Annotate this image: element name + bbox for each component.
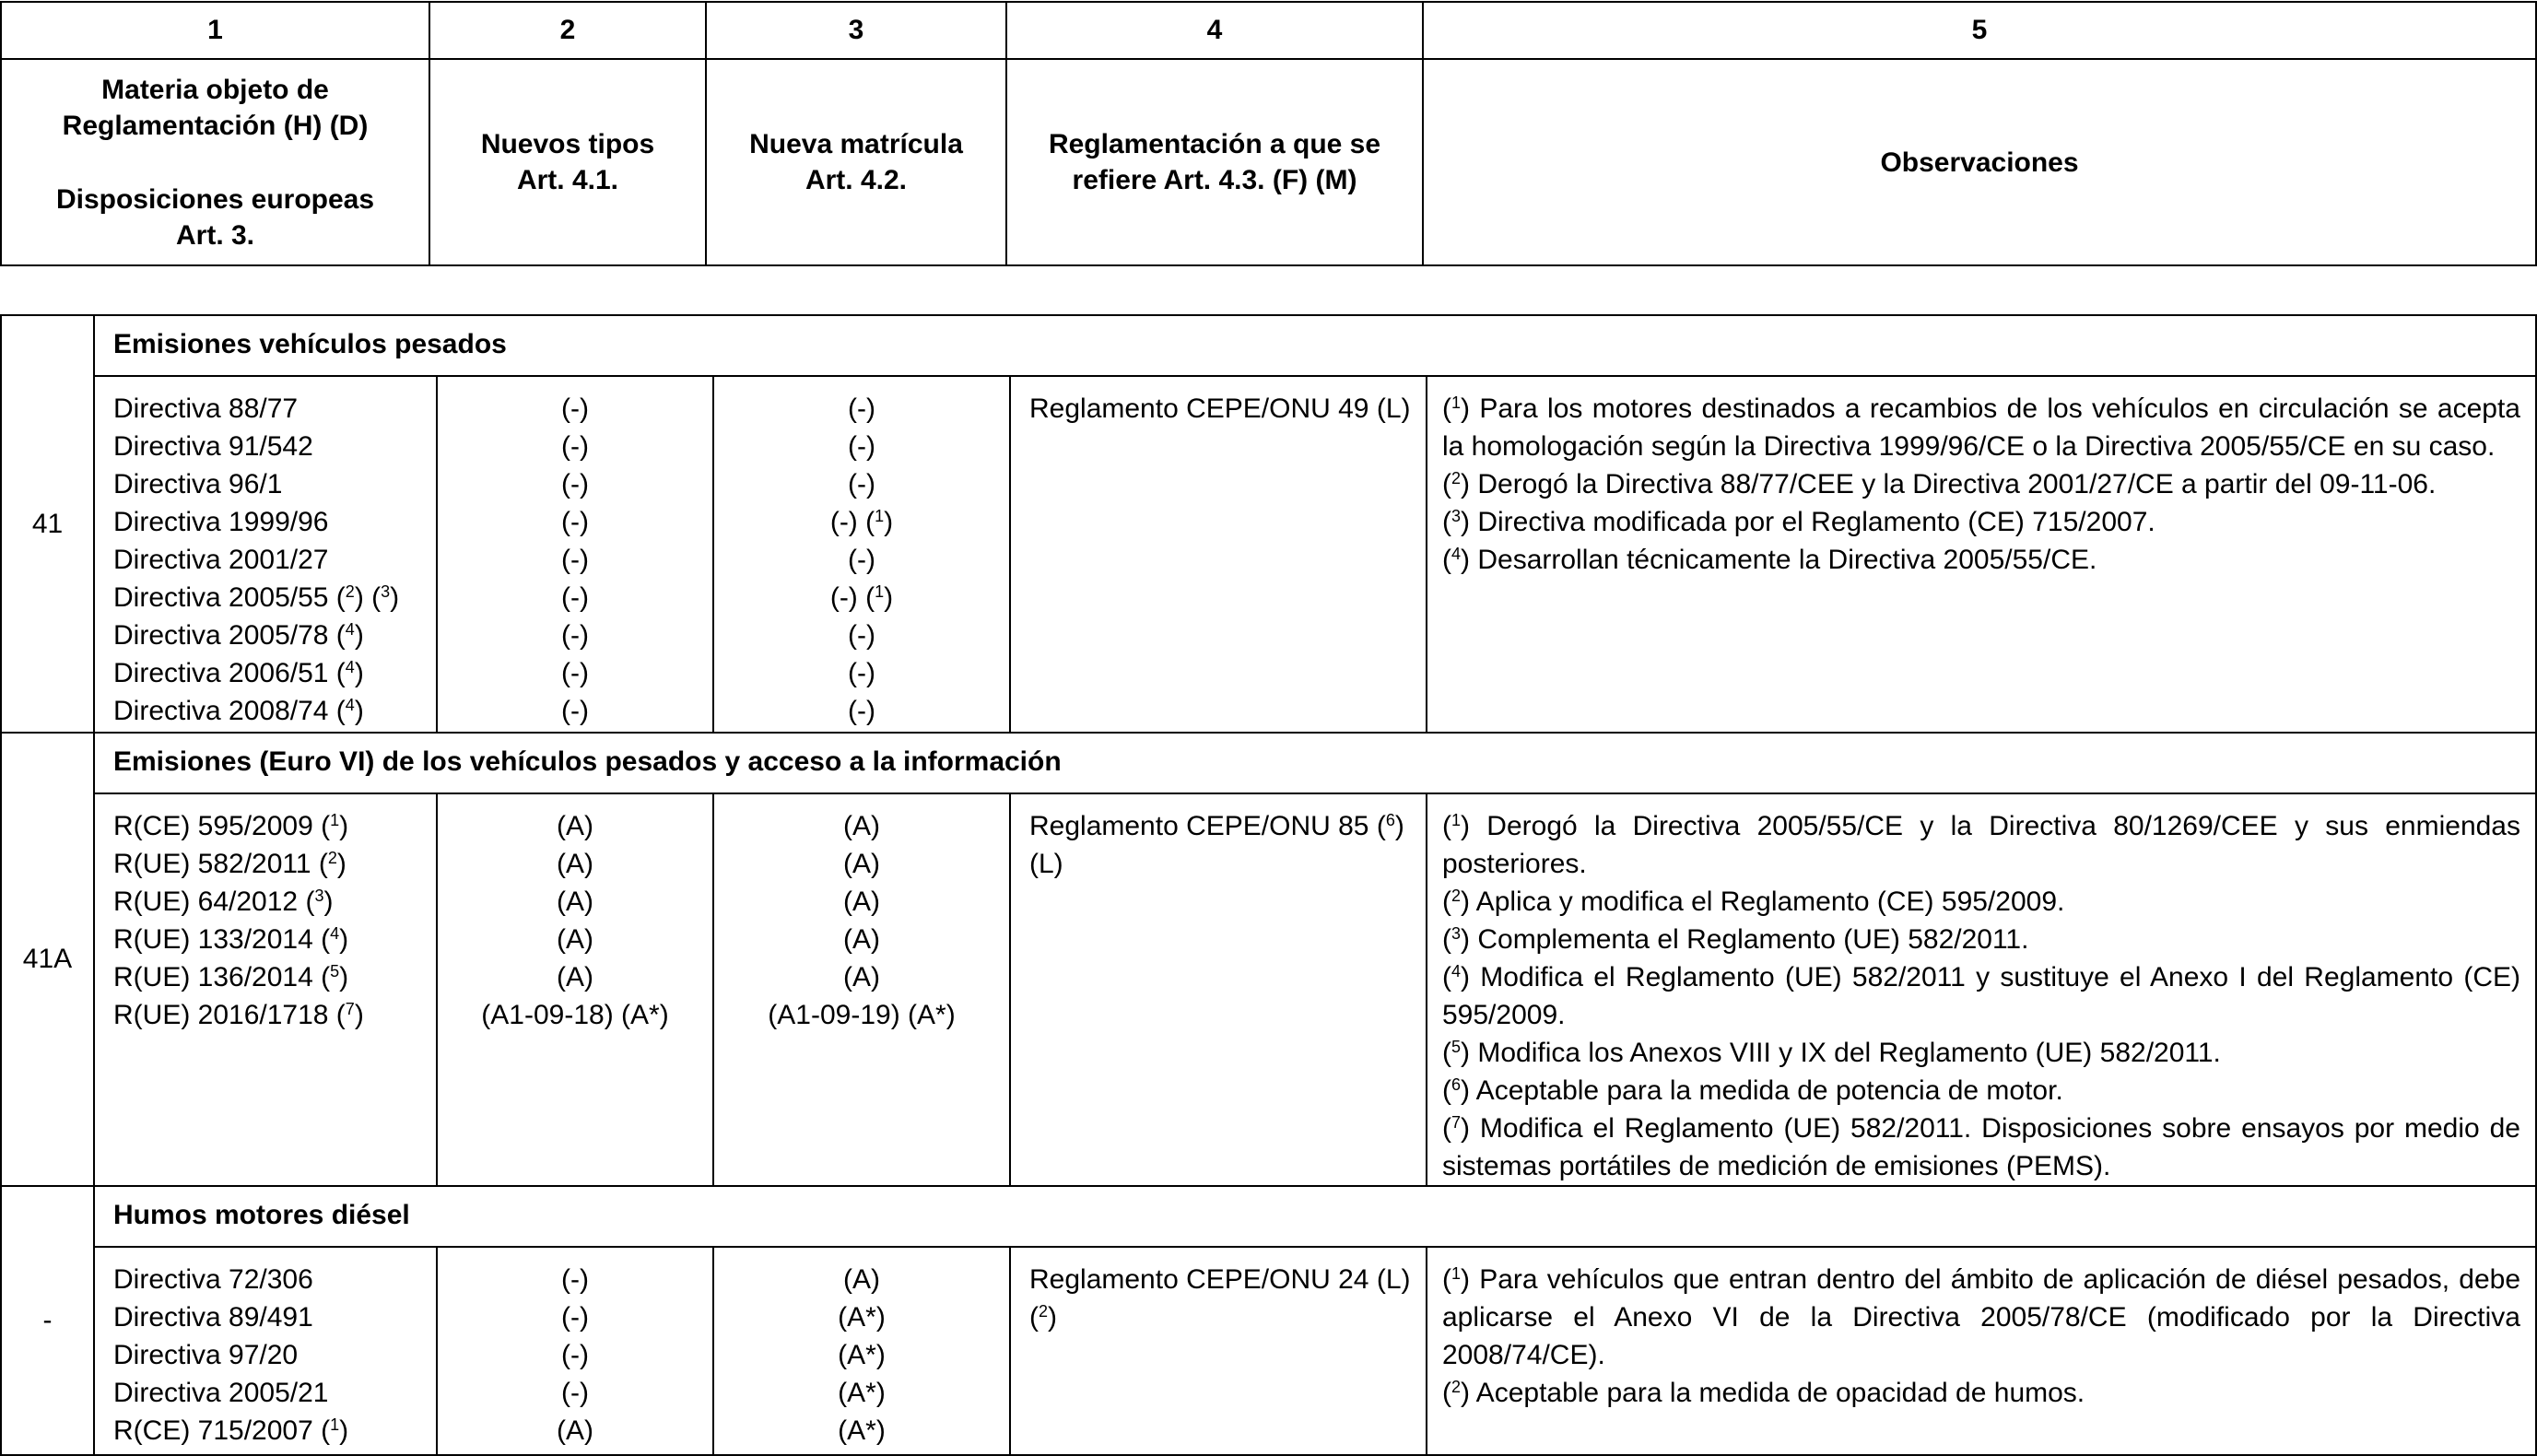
new-registration-value: (-) xyxy=(848,696,875,726)
column-title-regulation-line2: refiere Art. 4.3. (F) (M) xyxy=(1072,165,1357,195)
provision-item: R(UE) 133/2014 ($^4$) xyxy=(113,924,349,955)
observation-note: ($^7$) Modifica el Reglamento (UE) 582/2011. Disposiciones sobre ensayos por medio de sistemas portátiles de medición de emisiones (PEMS). xyxy=(1442,1113,2520,1181)
provisions-cell xyxy=(94,1247,437,1455)
column-title-new-registration-line2: Art. 4.2. xyxy=(805,165,908,195)
new-registration-cell xyxy=(713,793,1010,1186)
section-code: - xyxy=(1,1186,94,1455)
new-types-value: (-) xyxy=(561,620,589,651)
new-registration-cell xyxy=(713,1247,1010,1455)
provision-item: R(CE) 715/2007 ($^1$) xyxy=(113,1415,349,1446)
provisions-cell xyxy=(94,793,437,1186)
column-number-row xyxy=(1,2,2536,59)
new-types-value: (-) xyxy=(561,696,589,726)
section-title: Emisiones (Euro VI) de los vehículos pesados y acceso a la información xyxy=(94,733,2536,793)
section-content-row xyxy=(1,1247,2536,1455)
new-types-value: (A) xyxy=(557,924,593,955)
section-content-row xyxy=(1,376,2536,733)
new-types-value: (-) xyxy=(561,582,589,613)
regulation-cell xyxy=(1010,1247,1427,1455)
observation-note: ($^4$) Modifica el Reglamento (UE) 582/2011 y sustituye el Anexo I del Reglamento (CE) 595/2009. xyxy=(1442,962,2520,1030)
new-registration-value: (-) xyxy=(848,658,875,688)
column-number-3: 3 xyxy=(706,2,1006,59)
column-title-new-registration xyxy=(706,59,1006,265)
column-title-new-registration-line1: Nueva matrícula xyxy=(749,129,963,159)
section-title-row xyxy=(1,315,2536,376)
observations-cell xyxy=(1427,793,2536,1186)
column-title-regulation xyxy=(1006,59,1423,265)
new-types-value: (-) xyxy=(561,469,589,499)
provision-item: R(CE) 595/2009 ($^1$) xyxy=(113,811,349,841)
new-types-value: (-) xyxy=(561,507,589,537)
new-types-value: (-) xyxy=(561,1340,589,1370)
column-title-new-types xyxy=(429,59,706,265)
new-registration-value: (A*) xyxy=(838,1340,886,1370)
column-title-row xyxy=(1,59,2536,265)
new-types-value: (A) xyxy=(557,811,593,841)
provision-item: Directiva 96/1 xyxy=(113,469,283,499)
regulation-table xyxy=(0,314,2537,1456)
column-title-subject-line1: Materia objeto de xyxy=(101,74,329,105)
new-types-cell xyxy=(437,1247,713,1455)
provision-item: R(UE) 64/2012 ($^3$) xyxy=(113,887,334,917)
provision-item: Directiva 97/20 xyxy=(113,1340,299,1370)
column-title-new-types-line1: Nuevos tipos xyxy=(480,129,655,159)
provision-item: Directiva 2001/27 xyxy=(113,545,329,575)
provision-item: Directiva 2005/55 ($^2$) ($^3$) xyxy=(113,582,400,613)
new-types-value: (-) xyxy=(561,1264,589,1295)
new-registration-value: (A) xyxy=(843,962,880,992)
observations-cell xyxy=(1427,376,2536,733)
new-registration-value: (A*) xyxy=(838,1378,886,1408)
new-registration-value: (-) xyxy=(848,545,875,575)
observation-note: ($^2$) Aceptable para la medida de opacidad de humos. xyxy=(1442,1378,2085,1408)
provision-item: Directiva 2005/21 xyxy=(113,1378,329,1408)
observation-note: ($^1$) Derogó la Directiva 2005/55/CE y la Directiva 80/1269/CEE y sus enmiendas posteriores. xyxy=(1442,811,2520,879)
provision-item: Directiva 89/491 xyxy=(113,1302,313,1333)
new-registration-value: (-) xyxy=(848,469,875,499)
column-number-2: 2 xyxy=(429,2,706,59)
new-types-cell xyxy=(437,376,713,733)
new-types-value: (A) xyxy=(557,962,593,992)
observation-note: ($^3$) Directiva modificada por el Reglamento (CE) 715/2007. xyxy=(1442,507,2155,537)
section-content-row xyxy=(1,793,2536,1186)
observation-note: ($^3$) Complementa el Reglamento (UE) 582/2011. xyxy=(1442,924,2029,955)
new-types-value: (-) xyxy=(561,1302,589,1333)
observation-note: ($^2$) Aplica y modifica el Reglamento (CE) 595/2009. xyxy=(1442,887,2065,917)
column-title-subject-line3: Disposiciones europeas xyxy=(55,183,375,215)
new-registration-cell xyxy=(713,376,1010,733)
regulation-text: Reglamento CEPE/ONU 85 ($^6$) (L) xyxy=(1029,811,1404,879)
provision-item: R(UE) 136/2014 ($^5$) xyxy=(113,962,349,992)
observations-cell xyxy=(1427,1247,2536,1455)
new-types-value: (A) xyxy=(557,1415,593,1446)
column-title-regulation-line1: Reglamentación a que se xyxy=(1048,129,1381,159)
provision-item: Directiva 2008/74 ($^4$) xyxy=(113,696,364,726)
new-types-value: (A) xyxy=(557,849,593,879)
provision-item: Directiva 72/306 xyxy=(113,1264,313,1295)
observation-note: ($^1$) Para vehículos que entran dentro del ámbito de aplicación de diésel pesados, debe aplicarse el Anexo VI de la Directiva 2005/78/CE (modificado por la Directiva 2008/74/CE). xyxy=(1442,1264,2520,1370)
new-registration-value: (-) xyxy=(848,431,875,462)
provision-item: Directiva 2005/78 ($^4$) xyxy=(113,620,364,651)
column-number-1: 1 xyxy=(1,2,429,59)
column-number-5: 5 xyxy=(1423,2,2536,59)
new-types-value: (-) xyxy=(561,393,589,424)
column-title-subject xyxy=(1,59,429,265)
new-registration-value: (A*) xyxy=(838,1415,886,1446)
new-types-value: (-) xyxy=(561,545,589,575)
column-number-4: 4 xyxy=(1006,2,1423,59)
new-types-value: (-) xyxy=(561,431,589,462)
section-title-row xyxy=(1,733,2536,793)
section-code: 41 xyxy=(1,315,94,733)
new-registration-value: (A) xyxy=(843,924,880,955)
new-registration-value: (A1-09-19) (A*) xyxy=(768,1000,956,1030)
column-header-table xyxy=(0,1,2537,266)
new-types-value: (-) xyxy=(561,658,589,688)
regulation-text: Reglamento CEPE/ONU 49 (L) xyxy=(1029,393,1411,424)
new-types-value: (A1-09-18) (A*) xyxy=(481,1000,669,1030)
regulation-cell xyxy=(1010,793,1427,1186)
section-title: Emisiones vehículos pesados xyxy=(94,315,2536,376)
provision-item: Directiva 1999/96 xyxy=(113,507,329,537)
new-registration-value: (A) xyxy=(843,811,880,841)
new-registration-value: (A) xyxy=(843,849,880,879)
new-types-value: (-) xyxy=(561,1378,589,1408)
new-registration-value: (A*) xyxy=(838,1302,886,1333)
column-title-subject-line4: Art. 3. xyxy=(175,219,255,251)
provision-item: Directiva 91/542 xyxy=(113,431,313,462)
provision-item: Directiva 88/77 xyxy=(113,393,299,424)
new-registration-value: (-) xyxy=(848,393,875,424)
provision-item: R(UE) 582/2011 ($^2$) xyxy=(113,849,346,879)
new-types-cell xyxy=(437,793,713,1186)
new-registration-value: (-) xyxy=(848,620,875,651)
provision-item: Directiva 2006/51 ($^4$) xyxy=(113,658,364,688)
provision-item: R(UE) 2016/1718 ($^7$) xyxy=(113,1000,364,1030)
new-registration-value: (A) xyxy=(843,1264,880,1295)
observation-note: ($^6$) Aceptable para la medida de potencia de motor. xyxy=(1442,1075,2063,1106)
new-types-value: (A) xyxy=(557,887,593,917)
column-title-subject-line2: Reglamentación (H) (D) xyxy=(62,110,369,141)
section-code: 41A xyxy=(1,733,94,1186)
section-title-row xyxy=(1,1186,2536,1247)
new-registration-value: (-) ($^1$) xyxy=(829,507,894,537)
observation-note: ($^1$) Para los motores destinados a recambios de los vehículos en circulación se acepta la homologación según la Directiva 1999/96/CE o la Directiva 2005/55/CE en su caso. xyxy=(1442,393,2520,462)
regulation-text: Reglamento CEPE/ONU 24 (L) ($^2$) xyxy=(1029,1264,1411,1333)
new-registration-value: (A) xyxy=(843,887,880,917)
observation-note: ($^5$) Modifica los Anexos VIII y IX del Reglamento (UE) 582/2011. xyxy=(1442,1038,2221,1068)
observation-note: ($^2$) Derogó la Directiva 88/77/CEE y la Directiva 2001/27/CE a partir del 09-11-06. xyxy=(1442,469,2437,499)
new-registration-value: (-) ($^1$) xyxy=(829,582,894,613)
section-title: Humos motores diésel xyxy=(94,1186,2536,1247)
regulation-cell xyxy=(1010,376,1427,733)
observation-note: ($^4$) Desarrollan técnicamente la Directiva 2005/55/CE. xyxy=(1442,545,2097,575)
column-title-observations: Observaciones xyxy=(1423,59,2536,265)
provisions-cell xyxy=(94,376,437,733)
column-title-new-types-line2: Art. 4.1. xyxy=(516,165,619,195)
